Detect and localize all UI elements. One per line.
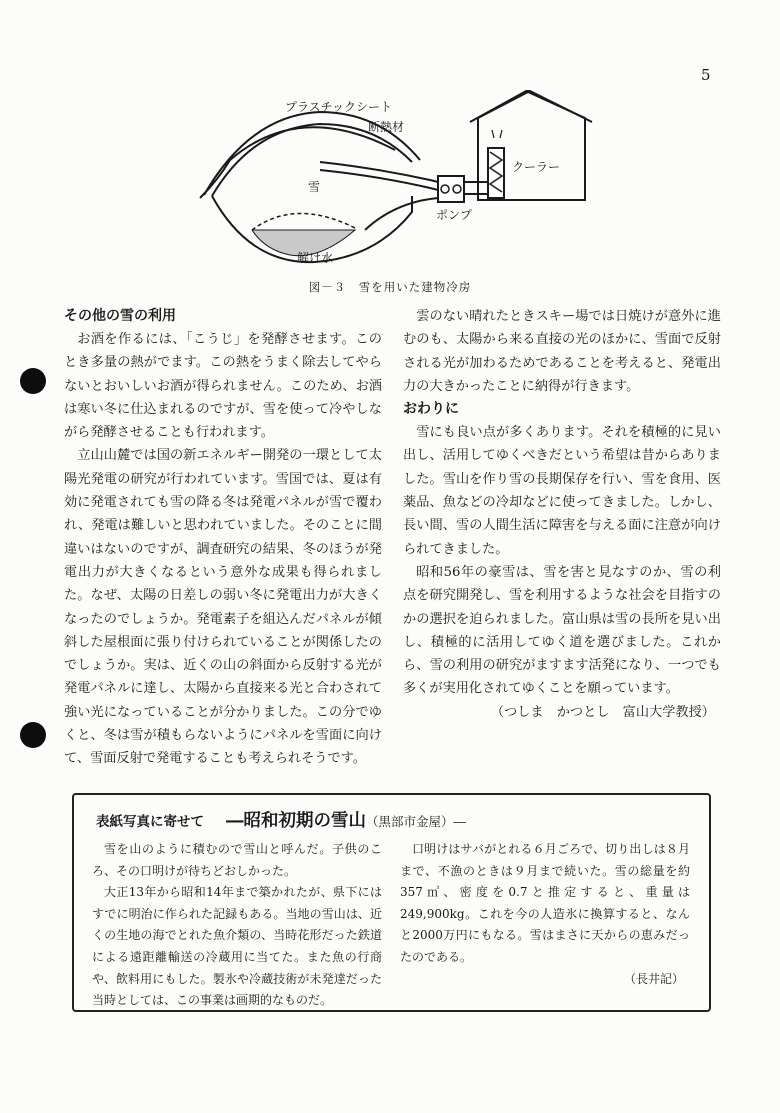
box-paragraph: 雪を山のように積むので雪山と呼んだ。子供のころ、その口明けが待ちどおしかった。 xyxy=(92,842,382,878)
paragraph: 立山山麓では国の新エネルギー開発の一環として太陽光発電の研究が行われています。雪国では、夏は有効に発電されても雪の降る冬は発電パネルが雪で覆われ、発電は難しいと思われていました。そのことに間違いはないのですが、調査研究の結果、冬のほうが発電出力が大きくなるという意外な成果も得られました。なぜ、太陽の日差しの弱い冬に発電出力が大きくなったのでしょうか。発電素子を組込んだパネルが傾斜した屋根面に張り付けられていることが関係したのでしょうか。実は、近くの山の斜面から反射する光が発電パネルに達し、太陽から直接来る光と合わされて強い光になっていることが分かりました。この分でゆくと、冬は雪が積もらないようにパネルを雪面に向けて、雪面反射で発電することも考えられそうです。 xyxy=(64,448,382,767)
snow-cooling-figure xyxy=(190,90,610,290)
binder-hole xyxy=(20,722,46,748)
box-title: ―昭和初期の雪山 xyxy=(226,811,366,831)
box-right-column xyxy=(400,839,690,990)
box-signature: （長井記） xyxy=(623,971,684,986)
box-label: 表紙写真に寄せて xyxy=(96,814,204,830)
page-number: 5 xyxy=(701,66,711,84)
return-pipe xyxy=(320,170,438,190)
pump-wheel-1 xyxy=(441,185,449,193)
box-left-column xyxy=(92,839,382,1012)
box-header xyxy=(96,807,466,832)
box-paragraph: 口明けはサバがとれる６月ごろで、切り出しは８月まで、不漁のときは９月まで続いた。雪の総量を約357㎥、密度を0.7と推定すると、重量は 249,900kg。これを今の人造氷に換算すると、なんと2000万円にもなる。雪はまさに天からの恵みだったのである。 xyxy=(400,842,690,964)
paragraph: 昭和56年の豪雪は、雪を害と見なすのか、雪の利点を研究開発し、雪を利用するような社会を目指すのかの選択を迫られました。富山県は雪の長所を見い出し、積極的に活用してゆく道を選びました。これから、雪の利用の研究がますます活発になり、一つでも多くが実用化されてゆくことを願っています。 xyxy=(403,564,721,697)
ground-mound xyxy=(200,127,395,198)
drain-pipe xyxy=(365,198,438,230)
box-subtitle: （黒部市金屋）― xyxy=(366,814,467,829)
author-signature: （つしま かつとし 富山大学教授） xyxy=(490,704,715,720)
figure-caption: 図－３ 雪を用いた建物冷房 xyxy=(308,280,472,294)
label-pump: ポンプ xyxy=(436,208,473,222)
label-snow: 雪 xyxy=(308,180,321,194)
box-paragraph: 大正13年から昭和14年まで築かれたが、県下にはすでに明治に作られた記録もある。当地の雪山は、近くの生地の海でとれた魚介類の、当時花形だった鉄道による遠距離輸送の冷蔵用に当てた。また魚の行商や、飲料用にもした。製氷や冷蔵技術が未発達だった当時としては、この事業は画期的なものだ。 xyxy=(92,885,382,1008)
section-heading-other-uses: その他の雪の利用 xyxy=(64,308,176,324)
pump-wheel-2 xyxy=(453,185,461,193)
meltwater-dome xyxy=(252,213,355,230)
air-arrows xyxy=(492,130,502,138)
binder-hole xyxy=(20,368,46,394)
house-roof-eave xyxy=(470,90,592,122)
label-insulation: 断熱材 xyxy=(368,120,405,134)
label-cooler: クーラー xyxy=(512,160,561,174)
paragraph: 雲のない晴れたときスキー場では日焼けが意外に進むのも、太陽から来る直接の光のほかに、雪面で反射される光が加わるためであることを考えると、発電出力の大きかったことに納得が行きます。 xyxy=(403,309,721,394)
section-heading-conclusion: おわりに xyxy=(403,401,459,418)
article-left-column xyxy=(64,305,382,771)
label-meltwater: 解け水 xyxy=(297,251,334,265)
article-right-column xyxy=(403,305,721,724)
paragraph: 雪にも良い点が多くあります。それを積極的に見い出し、活用してゆくべきだという希望は昔からありました。雪山を作り雪の長期保存を行い、雪を食用、医薬品、魚などの冷却などに使ってきました。しかし、長い間、雪の人間生活に障害を与える面に注意が向けられてきました。 xyxy=(403,425,721,557)
cover-photo-note-box xyxy=(72,793,711,1012)
label-plastic-sheet: プラスチックシート xyxy=(285,100,393,114)
paragraph: お酒を作るには、「こうじ」を発酵させます。このとき多量の熱がでます。この熱をうまく除去してやらないとおいしいお酒が得られません。このため、お酒は寒い冬に仕込まれるのですが、雪を使って冷やしながら発酵させることも行われます。 xyxy=(64,332,382,441)
